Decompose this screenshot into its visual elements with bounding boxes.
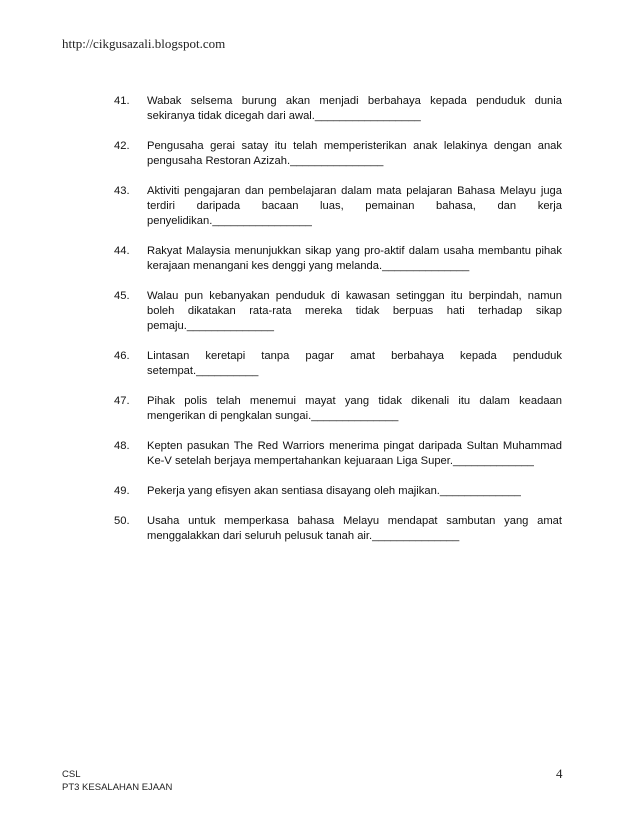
question-text: Rakyat Malaysia menunjukkan sikap yang pro-aktif dalam usaha membantu pihak kerajaan menangani kes denggi yang melanda.______________ [147, 245, 562, 272]
question-number: 43. [114, 185, 130, 197]
question-number: 47. [114, 395, 130, 407]
answer-blank: ______________ [372, 530, 460, 542]
footer-line-1: CSL [62, 769, 81, 780]
question-42 [114, 139, 562, 169]
answer-blank: _______________ [290, 155, 384, 167]
answer-blank: ______________ [311, 410, 399, 422]
question-number: 45. [114, 290, 130, 302]
question-number: 44. [114, 245, 130, 257]
answer-blank: ______________ [382, 260, 470, 272]
question-48 [114, 439, 562, 469]
question-number: 41. [114, 95, 130, 107]
question-text: Usaha untuk memperkasa bahasa Melayu mendapat sambutan yang amat menggalakkan dari seluruh pelusuk tanah air.______________ [147, 515, 562, 542]
answer-blank: ________________ [212, 215, 312, 227]
answer-blank: _________________ [314, 110, 421, 122]
question-49 [114, 484, 562, 499]
question-text: Kepten pasukan The Red Warriors menerima pingat daripada Sultan Muhammad Ke-V setelah berjaya mempertahankan kejuaraan Liga Super._____________ [147, 440, 562, 467]
question-text: Pekerja yang efisyen akan sentiasa disayang oleh majikan._____________ [147, 485, 521, 497]
footer-info [62, 768, 172, 794]
question-50 [114, 514, 562, 544]
question-text: Aktiviti pengajaran dan pembelajaran dalam mata pelajaran Bahasa Melayu juga terdiri daripada bacaan luas, pemainan bahasa, dan kerja penyelidikan.________________ [147, 185, 562, 227]
answer-blank: __________ [196, 365, 259, 377]
header-url: http://cikgusazali.blogspot.com [62, 36, 226, 51]
question-number: 48. [114, 440, 130, 452]
question-text: Wabak selsema burung akan menjadi berbahaya kepada penduduk dunia sekiranya tidak dicegah dari awal._________________ [147, 95, 562, 122]
question-43 [114, 184, 562, 229]
answer-blank: ______________ [186, 320, 274, 332]
question-number: 49. [114, 485, 130, 497]
answer-blank: _____________ [452, 455, 534, 467]
question-text: Walau pun kebanyakan penduduk di kawasan setinggan itu berpindah, namun boleh dikatakan rata-rata mereka tidak berpuas hati terhadap sikap pemaju.______________ [147, 290, 562, 332]
question-number: 46. [114, 350, 130, 362]
question-45 [114, 289, 562, 334]
question-number: 42. [114, 140, 130, 152]
question-text: Pengusaha gerai satay itu telah memperisterikan anak lelakinya dengan anak pengusaha Restoran Azizah._______________ [147, 140, 562, 167]
footer-line-2: PT3 KESALAHAN EJAAN [62, 782, 173, 793]
question-text: Pihak polis telah menemui mayat yang tidak dikenali itu dalam keadaan mengerikan di pengkalan sungai.______________ [147, 395, 562, 422]
question-41 [114, 94, 562, 124]
question-47 [114, 394, 562, 424]
question-text: Lintasan keretapi tanpa pagar amat berbahaya kepada penduduk setempat.__________ [147, 350, 562, 377]
answer-blank: _____________ [439, 485, 521, 497]
question-46 [114, 349, 562, 379]
question-number: 50. [114, 515, 130, 527]
page-number: 4 [556, 766, 563, 781]
question-list [114, 94, 562, 559]
question-44 [114, 244, 562, 274]
